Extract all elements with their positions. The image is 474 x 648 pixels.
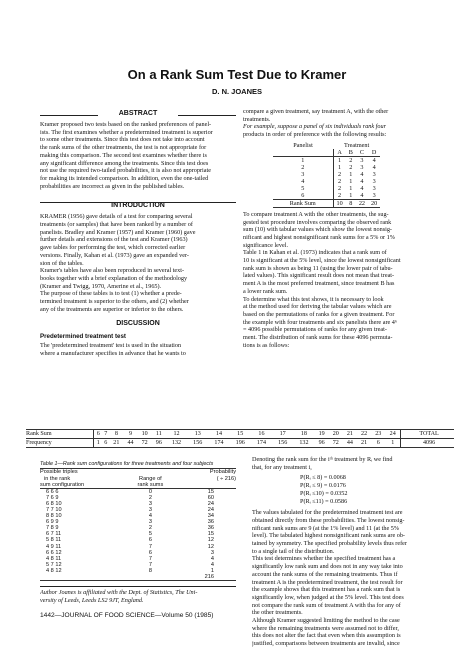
text-line: where the remaining treatments were assumed not to differ, [252, 624, 399, 632]
text-line: at the method used for deriving the tabular values which are [243, 303, 392, 311]
footnote-divider [40, 586, 236, 587]
text-line: the other treatments. [252, 609, 303, 617]
table-cell: 2 [349, 156, 353, 164]
table-row [40, 482, 236, 489]
frequency-value: 96 [315, 439, 329, 448]
table1 [40, 468, 236, 581]
rank-sum-value: 17 [272, 430, 293, 439]
text-line: to some other treatments. Since this test does not take into account [40, 136, 205, 144]
frequency-value: 174 [251, 439, 272, 448]
text-line: (Kramer and Twigg, 1970, Amerine et al., 1965). [40, 282, 162, 290]
table-cell: 3 [148, 506, 152, 513]
table-cell: 7 [148, 543, 152, 550]
header-cell: Possible triples [40, 469, 78, 476]
table-cell: 6 8 10 [46, 500, 62, 507]
table-cell: 7 [148, 555, 152, 562]
footnote [40, 589, 240, 604]
text-line: panelists. Bradley and Kramer (1957) and Kramer (1960) gave [40, 228, 196, 236]
text-line: Kramer proposed two tests based on the ranked preferences of panel- [40, 121, 212, 128]
table-row [40, 574, 236, 581]
table-row [40, 469, 236, 476]
table-cell [175, 482, 236, 489]
predetermined-heading: Predetermined treatment test [40, 333, 126, 341]
table-cell: 4 9 11 [46, 543, 62, 550]
text-line: to a single tail of the distribution. [252, 547, 335, 555]
table-row [273, 142, 380, 149]
text-line: compare a given treatment, say treatment A, with the other [243, 108, 389, 115]
text-line: Table 1 in Kahan et al. (1973) indicates that a rank sum of [243, 249, 387, 257]
table1-body [40, 488, 236, 574]
text-line: not compare the rank sum of treatment A with tha for any of [252, 601, 401, 609]
rank-sum-value: 9 [123, 430, 137, 439]
text-line: The purpose of these tables is to test (1) whether a prede- [40, 290, 182, 298]
table1-total: 216 [204, 574, 214, 580]
header-cell: ( ÷ 216) [216, 475, 236, 482]
frequency-value: 96 [152, 439, 166, 448]
table-cell: 8 8 10 [46, 513, 62, 520]
intro-header [40, 195, 236, 209]
page-footer: 1442—JOURNAL OF FOOD SCIENCE—Volume 50 (1985) [40, 612, 214, 619]
text-line: based on the permutations of ranks for a given treatment. For [243, 310, 395, 318]
text-line: This test determines whether the specified treatment has a [252, 555, 396, 563]
table-row [26, 430, 454, 439]
text-line: lated values). This significant result does not mean that treat- [243, 272, 395, 280]
table-cell: 24 [207, 506, 214, 513]
table-cell: 7 [148, 561, 152, 568]
text-line: this does not alter the fact that even when this assumption is [252, 632, 401, 640]
table-cell: 24 [207, 500, 214, 507]
header-cell: Range of [139, 475, 162, 482]
text-line: The 'predetermined treatment' test is used in the situation [40, 342, 182, 350]
text-line: significantly low, when judged at the 5% level. This test does [252, 593, 404, 601]
rank-sum-value: 20 [329, 430, 343, 439]
table-cell: 4 [372, 156, 376, 164]
table-cell: 2 [333, 171, 346, 178]
table-cell: 4 8 12 [46, 567, 62, 574]
rank-sum-value: 16 [251, 430, 272, 439]
text-line: P(Rᵢ ≤ 8) = 0.0068 [300, 474, 346, 482]
rank-sum-value: 15 [230, 430, 251, 439]
table-cell: 3 [360, 163, 364, 171]
table-cell: 6 7 11 [46, 531, 62, 538]
text-line: treatments (or samples) that have been ranked by a number of [40, 221, 193, 229]
table-cell: 34 [207, 513, 214, 520]
table-cell: 7 7 10 [46, 506, 62, 513]
table-cell [40, 574, 125, 581]
table-cell: 60 [207, 494, 214, 501]
abstract-header [40, 109, 236, 121]
rank-sum-value: 13 [187, 430, 208, 439]
table-cell: 6 [148, 537, 152, 544]
panel-table [273, 142, 380, 208]
table-row [273, 178, 380, 185]
text-line: versions. Finally, Kahan et al. (1973) gave an expanded ver- [40, 251, 189, 259]
table-cell [125, 574, 175, 581]
text-line: sum (10) with tabular values which show the lowest nonsig- [243, 226, 392, 234]
sum-b: 8 [349, 199, 353, 207]
text-line: that, for any treatment i, [252, 463, 312, 471]
rank-sum-value: 10 [138, 430, 152, 439]
right-column-top [243, 108, 455, 349]
text-line: significance level. [243, 241, 289, 249]
frequency-value: 21 [357, 439, 371, 448]
footnote-line: versity of Leeds, Leeds LS2 9JT, England. [40, 596, 144, 604]
table-cell: 3 [148, 500, 152, 507]
table-row [26, 439, 454, 448]
letter-b: B [348, 148, 353, 156]
table-cell: 15 [207, 531, 214, 538]
table-cell: 15 [207, 488, 214, 495]
table-cell: 6 6 12 [46, 549, 62, 556]
text-line: sion of the tables. [40, 259, 84, 267]
table-cell: 4 [372, 163, 376, 171]
text-line: To determine what this test shows, it is necessary to look [243, 295, 384, 303]
table-cell: 7 8 9 [46, 525, 59, 532]
text-line: the example with four treatments and six panelists there are 4⁶ [243, 318, 398, 326]
abstract-heading: ABSTRACT [118, 110, 158, 117]
table-cell: 3 [148, 519, 152, 526]
table-row [273, 199, 380, 207]
right-column-bottom [252, 456, 462, 648]
table-cell: 4 [360, 170, 364, 178]
rank-sum-value: 22 [357, 430, 371, 439]
table-cell: 4 [360, 184, 364, 192]
text-line: books together with a brief explanation of the methodology [40, 274, 188, 282]
text-line: The values tabulated for the predetermined treatment test are [252, 509, 403, 517]
table-cell: 12 [207, 537, 214, 544]
text-line: for making its intended comparison. In addition, even the one-tailed [40, 174, 209, 182]
table-cell: 6 9 9 [46, 519, 59, 526]
text-line: gave tables for performing the test, which corrected earlier [40, 244, 186, 252]
text-line: obtained directly from these probabilities. The lowest nonsig- [252, 516, 405, 524]
text-line: tions is as follows: [243, 341, 290, 349]
table-cell: 4 [360, 191, 364, 199]
text-line: Although Kramer suggested limiting the method to the case [252, 617, 400, 625]
table1-caption: Table 1—Rank sum configurations for three treatments and four subjects [40, 461, 214, 467]
treatment-label: Treatment [343, 141, 370, 149]
table-cell: 2 [333, 185, 346, 192]
frequency-label: Frequency [26, 439, 94, 448]
table-cell: 6 6 6 [46, 488, 59, 495]
frequency-value: 44 [343, 439, 357, 448]
example-text-2: products in order of preference with the following results: [243, 131, 387, 139]
rank-distribution-table [26, 429, 454, 448]
frequency-value: 72 [138, 439, 152, 448]
intro-heading: INTRODUCTION [111, 202, 165, 210]
divider [178, 115, 236, 116]
table-cell: 1 [349, 170, 353, 178]
rank-sum-value: 7 [102, 430, 109, 439]
table-cell: 1 [349, 191, 353, 199]
table-cell: 12 [207, 543, 214, 550]
table-row [40, 488, 236, 495]
table-cell: 2 [349, 163, 353, 171]
text-line: the rank sums of the other treatments, the test is not appropriate for [40, 144, 207, 152]
divider [40, 202, 236, 203]
header-cell: Probability [209, 469, 236, 476]
text-line: Denoting the rank sum for the iᵗʰ treatment by Rᵢ we find [252, 456, 393, 463]
text-line: level). The tabulated highest nonsignificant rank sums are ob- [252, 532, 405, 540]
right-bottom-text [252, 509, 462, 648]
frequency-value: 6 [371, 439, 385, 448]
text-line: ment. The distribution of rank sums for these 4096 permuta- [243, 334, 393, 342]
frequency-value: 132 [166, 439, 187, 448]
table-cell: 3 [301, 170, 305, 178]
table-cell: 1 [333, 156, 346, 164]
text-line: any of the treatments are superior or inferior to the others. [40, 305, 184, 313]
table-cell: 6 [301, 191, 305, 199]
total-label: TOTAL [401, 430, 454, 439]
header-cell: in the rank [44, 475, 71, 482]
table-cell: 0 [148, 488, 152, 495]
rank-sum-label: Rank Sum [26, 430, 94, 439]
table-cell: 3 [372, 191, 376, 199]
table-cell: 4 [210, 555, 214, 562]
frequency-value: 21 [109, 439, 123, 448]
text-line: P(Rᵢ ≤ 9) = 0.0176 [300, 482, 346, 490]
total-value: 4096 [401, 439, 454, 448]
letter-d: D [371, 148, 377, 156]
rank-sum-value: 11 [152, 430, 166, 439]
table-cell: 3 [360, 156, 364, 164]
text-line: any significant difference among the treatments. Since this test does [40, 159, 209, 167]
table-cell: 4 [301, 177, 305, 185]
rank-sum-value: 18 [293, 430, 314, 439]
table-cell: 7 6 9 [46, 494, 59, 501]
text-line: further details and extensions of the test and Kramer (1963) [40, 236, 188, 244]
table-cell: 5 7 12 [46, 561, 62, 568]
sum-d: 20 [371, 199, 378, 207]
text-line: nificant and highest nonsignificant rank sums for a 5% or 1% [243, 233, 395, 241]
table-row [273, 156, 380, 164]
frequency-value: 132 [293, 439, 314, 448]
text-line: ment A is the most preferred treatment, since treatment B has [243, 280, 395, 288]
text-line: probabilities are incorrect as given in the published tables. [40, 182, 185, 190]
table-cell: 4 [360, 177, 364, 185]
denoting-text [252, 456, 462, 471]
sum-a: 10 [333, 199, 346, 207]
right-top-text [243, 108, 455, 123]
table-cell: 1 [349, 184, 353, 192]
text-line: treatments. [243, 115, 271, 123]
table-row [273, 185, 380, 192]
table-cell: 2 [148, 494, 152, 501]
rank-sum-value: 8 [109, 430, 123, 439]
table-cell: 36 [207, 519, 214, 526]
abstract-text [40, 121, 236, 190]
table-row [273, 171, 380, 178]
text-line: gested test procedure involves comparing the observed rank [243, 218, 392, 226]
example-text: For example, suppose a panel of six individuals rank four [243, 123, 386, 131]
frequency-value: 156 [187, 439, 208, 448]
table1-block [40, 461, 236, 581]
header-cell: sum configuration [40, 481, 85, 488]
table-cell: 3 [372, 170, 376, 178]
text-line: account the rank sums of the remaining treatments. Thus if [252, 570, 398, 578]
table-cell: 4 [210, 561, 214, 568]
rank-sum-value: 23 [371, 430, 385, 439]
text-line: P(Rᵢ ≤10) = 0.0352 [300, 489, 348, 497]
author-name: D. N. JOANES [211, 87, 262, 96]
text-line: To compare treatment A with the other treatments, the sug- [243, 210, 389, 218]
rank-sum-value: 21 [343, 430, 357, 439]
table-cell: 1 [349, 177, 353, 185]
table-row [273, 192, 380, 200]
rank-sum-value: 14 [208, 430, 229, 439]
table-cell: 2 [148, 525, 152, 532]
table-cell: 1 [210, 567, 214, 574]
panel-table-body [273, 156, 380, 199]
table-cell: 3 [210, 549, 214, 556]
table-cell: 8 [148, 567, 152, 574]
rank-sum-value: 6 [94, 430, 102, 439]
letter-c: C [359, 148, 364, 156]
frequency-value: 1 [94, 439, 102, 448]
table-cell: 6 [148, 549, 152, 556]
text-line: KRAMER (1956) gave details of a test for comparing several [40, 213, 193, 221]
table-cell: 3 [372, 177, 376, 185]
table-cell: 5 8 11 [46, 537, 62, 544]
frequency-value: 72 [329, 439, 343, 448]
table-cell: 36 [207, 525, 214, 532]
table-cell: 1 [301, 156, 305, 164]
table-cell: 4 [148, 513, 152, 520]
page-title: On a Rank Sum Test Due to Kramer [127, 67, 347, 82]
letter-a: A [333, 149, 346, 157]
table-cell: 3 [372, 184, 376, 192]
table-cell: 2 [301, 163, 305, 171]
probabilities [300, 474, 462, 505]
predetermined-text [40, 342, 236, 357]
frequency-value: 196 [230, 439, 251, 448]
text-line: where a manufacturer specifies in advance that he wants to [40, 349, 186, 357]
frequency-value: 156 [272, 439, 293, 448]
table-cell: 2 [333, 178, 346, 185]
text-line: treatment A is the predetermined treatment, the test result for [252, 578, 403, 586]
sum-c: 22 [358, 199, 366, 207]
rank-sum-value: 12 [166, 430, 187, 439]
text-line: significantly low rank sum and does not in any way take into [252, 563, 403, 571]
frequency-value: 1 [385, 439, 400, 448]
text-line: rank sum is shown as being 11 (using the lower pair of tabu- [243, 264, 393, 272]
table-cell: 5 [148, 531, 152, 538]
table-cell [273, 149, 333, 157]
frequency-value: 6 [102, 439, 109, 448]
rank-sum-value: 19 [315, 430, 329, 439]
text-line: tained by symmetry. The specified probability levels thus refer [252, 540, 407, 548]
text-line: = 4096 possible permutations of ranks for any given treat- [243, 326, 387, 334]
text-line: Kramer's tables have also been reproduced in several text- [40, 267, 185, 275]
table-cell [125, 469, 175, 476]
right-middle-text [243, 211, 455, 350]
panelist-label: Panelist [293, 141, 313, 149]
text-line: termined treatment is superior to the others, and (2) whether [40, 298, 189, 306]
table-row [273, 164, 380, 171]
header-cell: rank sums [137, 481, 164, 488]
frequency-value: 174 [208, 439, 229, 448]
text-line: 10 is significant at the 5% level, since the lowest nonsignificant [243, 257, 401, 265]
table-cell: 4 8 11 [46, 555, 62, 562]
frequency-value: 44 [123, 439, 137, 448]
table-cell: 2 [333, 192, 346, 200]
table-cell: 1 [333, 164, 346, 171]
text-line: nificant rank sums are 9 (at the 1% level) and 11 (at the 5% [252, 524, 400, 532]
text-line: a lower rank sum. [243, 287, 288, 295]
text-line: justified, comparisons between treatments are invalid, since [252, 640, 400, 648]
rank-sum-label: Rank Sum [289, 199, 316, 207]
text-line: making this comparison. The second test examines whether there is [40, 151, 207, 159]
footnote-line: Author Joanes is affiliated with the Dept. of Statistics, The Uni- [40, 589, 198, 596]
rank-sum-value: 24 [385, 430, 400, 439]
text-line: the example shows that this treatment has a rank sum that is [252, 586, 401, 594]
text-line: P(Rᵢ ≤11) = 0.0586 [300, 497, 348, 505]
discussion-heading: DISCUSSION [116, 320, 160, 328]
text-line: not use the required two-tailed probabilities, it is also not appropriate [40, 167, 211, 175]
table-cell: 5 [301, 184, 305, 192]
text-line: ists. The first examines whether a predetermined treatment is superior [40, 128, 213, 136]
intro-text [40, 213, 236, 313]
table-row [273, 149, 380, 157]
left-column [40, 109, 236, 358]
